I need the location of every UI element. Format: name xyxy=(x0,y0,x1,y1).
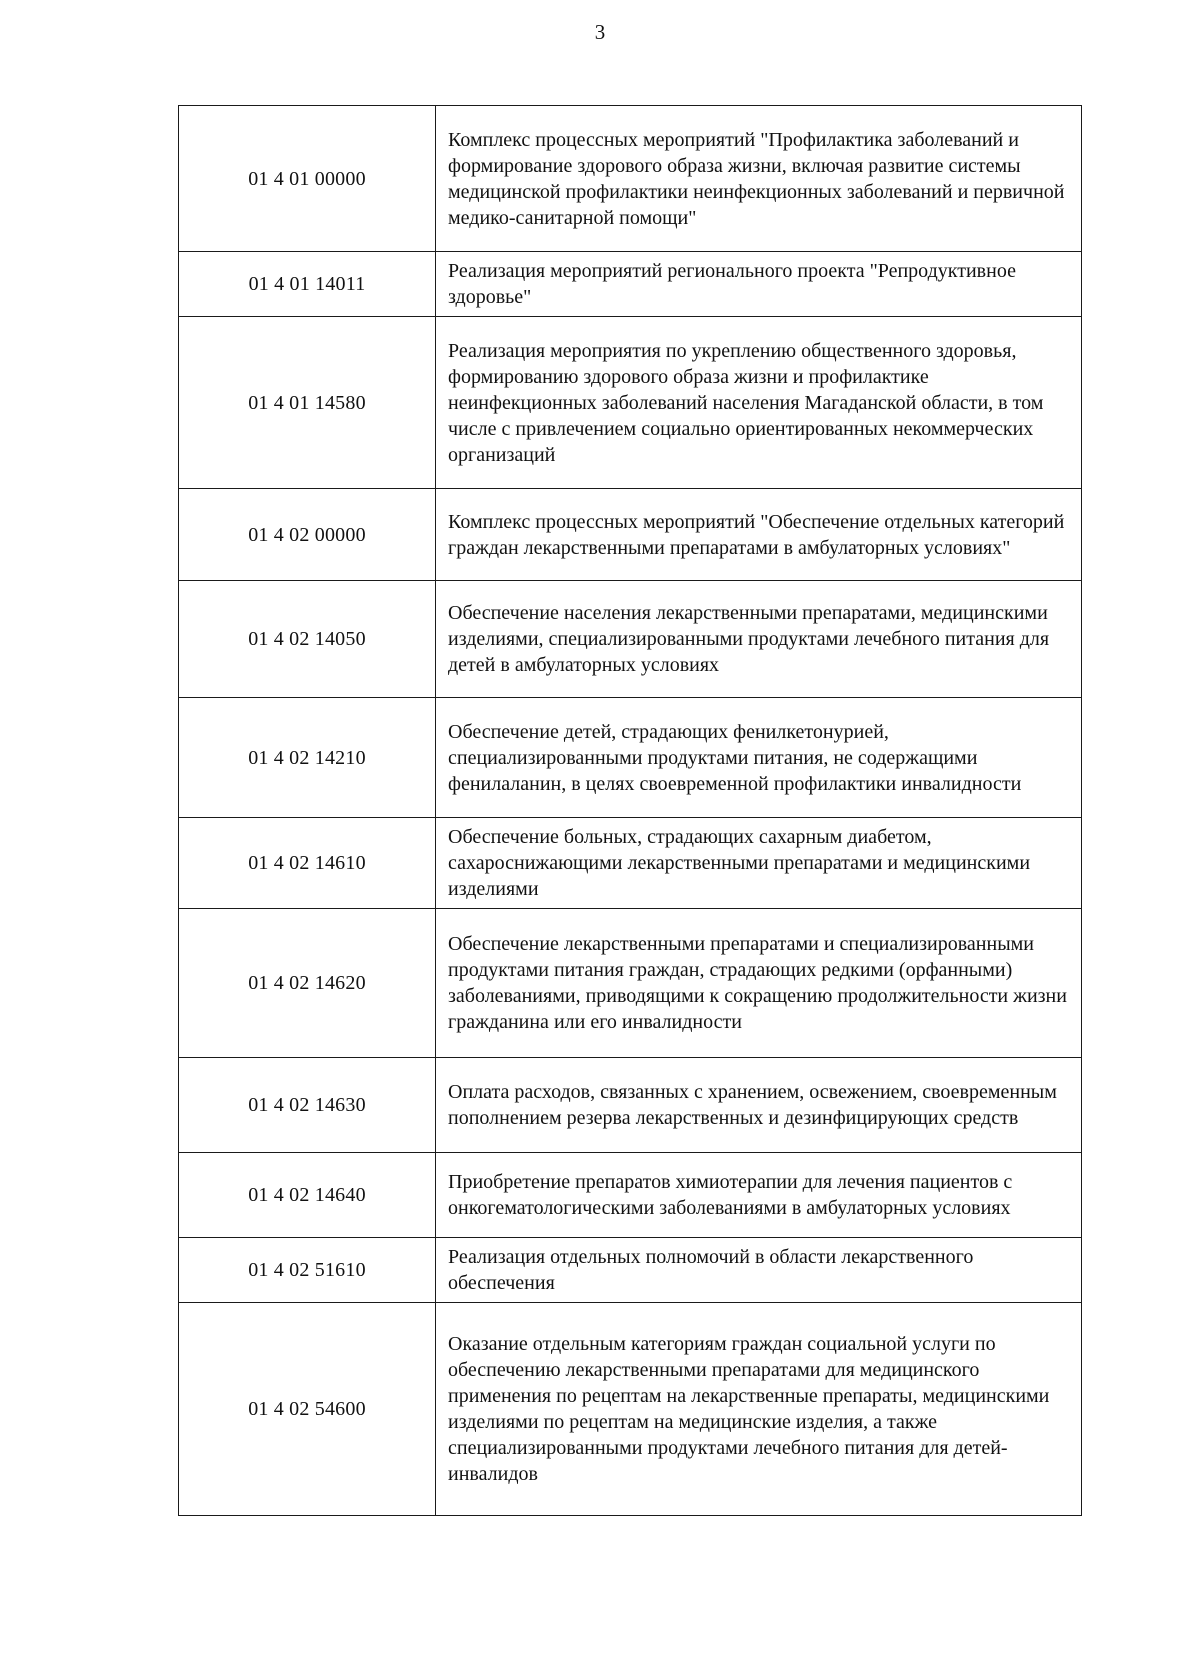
table-row xyxy=(179,581,1082,698)
table-row xyxy=(179,698,1082,818)
table-row xyxy=(179,106,1082,252)
row-description: Комплекс процессных мероприятий "Профилактика заболеваний и формирование здорового образа жизни, включая развитие системы медицинской профилактики неинфекционных заболеваний и первичной медико-санитарной помощи" xyxy=(436,106,1082,252)
row-description: Обеспечение лекарственными препаратами и специализированными продуктами питания граждан, страдающих редкими (орфанными) заболеваниями, приводящими к сокращению продолжительности жизни гражданина или его инвалидности xyxy=(436,909,1082,1058)
row-code: 01 4 02 14620 xyxy=(179,909,436,1058)
row-code: 01 4 01 00000 xyxy=(179,106,436,252)
row-description: Приобретение препаратов химиотерапии для лечения пациентов с онкогематологическими заболеваниями в амбулаторных условиях xyxy=(436,1153,1082,1238)
row-code: 01 4 02 14610 xyxy=(179,818,436,909)
row-description: Комплекс процессных мероприятий "Обеспечение отдельных категорий граждан лекарственными препаратами в амбулаторных условиях" xyxy=(436,489,1082,581)
table-row xyxy=(179,1303,1082,1516)
table-row xyxy=(179,489,1082,581)
table-row xyxy=(179,818,1082,909)
table-row xyxy=(179,1238,1082,1303)
row-code: 01 4 02 14630 xyxy=(179,1058,436,1153)
row-description: Оплата расходов, связанных с хранением, освежением, своевременным пополнением резерва лекарственных и дезинфицирующих средств xyxy=(436,1058,1082,1153)
classification-table xyxy=(178,105,1082,1516)
row-description: Обеспечение детей, страдающих фенилкетонурией, специализированными продуктами питания, не содержащими фенилаланин, в целях своевременной профилактики инвалидности xyxy=(436,698,1082,818)
table-row xyxy=(179,1153,1082,1238)
page-number: 3 xyxy=(594,20,606,44)
row-code: 01 4 02 14210 xyxy=(179,698,436,818)
row-description: Реализация мероприятия по укреплению общественного здоровья, формированию здорового образа жизни и профилактике неинфекционных заболеваний населения Магаданской области, в том числе с привлечением социально ориентированных некоммерческих организаций xyxy=(436,317,1082,489)
table-row xyxy=(179,909,1082,1058)
row-code: 01 4 01 14011 xyxy=(179,252,436,317)
row-code: 01 4 02 14050 xyxy=(179,581,436,698)
row-code: 01 4 01 14580 xyxy=(179,317,436,489)
row-code: 01 4 02 51610 xyxy=(179,1238,436,1303)
table-row xyxy=(179,1058,1082,1153)
row-description: Оказание отдельным категориям граждан социальной услуги по обеспечению лекарственными препаратами для медицинского применения по рецептам на лекарственные препараты, медицинскими изделиями по рецептам на медицинские изделия, а также специализированными продуктами лечебного питания для детей-инвалидов xyxy=(436,1303,1082,1516)
row-code: 01 4 02 54600 xyxy=(179,1303,436,1516)
row-code: 01 4 02 14640 xyxy=(179,1153,436,1238)
row-description: Обеспечение населения лекарственными препаратами, медицинскими изделиями, специализированными продуктами лечебного питания для детей в амбулаторных условиях xyxy=(436,581,1082,698)
table-row xyxy=(179,252,1082,317)
table-row xyxy=(179,317,1082,489)
row-code: 01 4 02 00000 xyxy=(179,489,436,581)
row-description: Реализация мероприятий регионального проекта "Репродуктивное здоровье" xyxy=(436,252,1082,317)
row-description: Обеспечение больных, страдающих сахарным диабетом, сахароснижающими лекарственными препаратами и медицинскими изделиями xyxy=(436,818,1082,909)
row-description: Реализация отдельных полномочий в области лекарственного обеспечения xyxy=(436,1238,1082,1303)
